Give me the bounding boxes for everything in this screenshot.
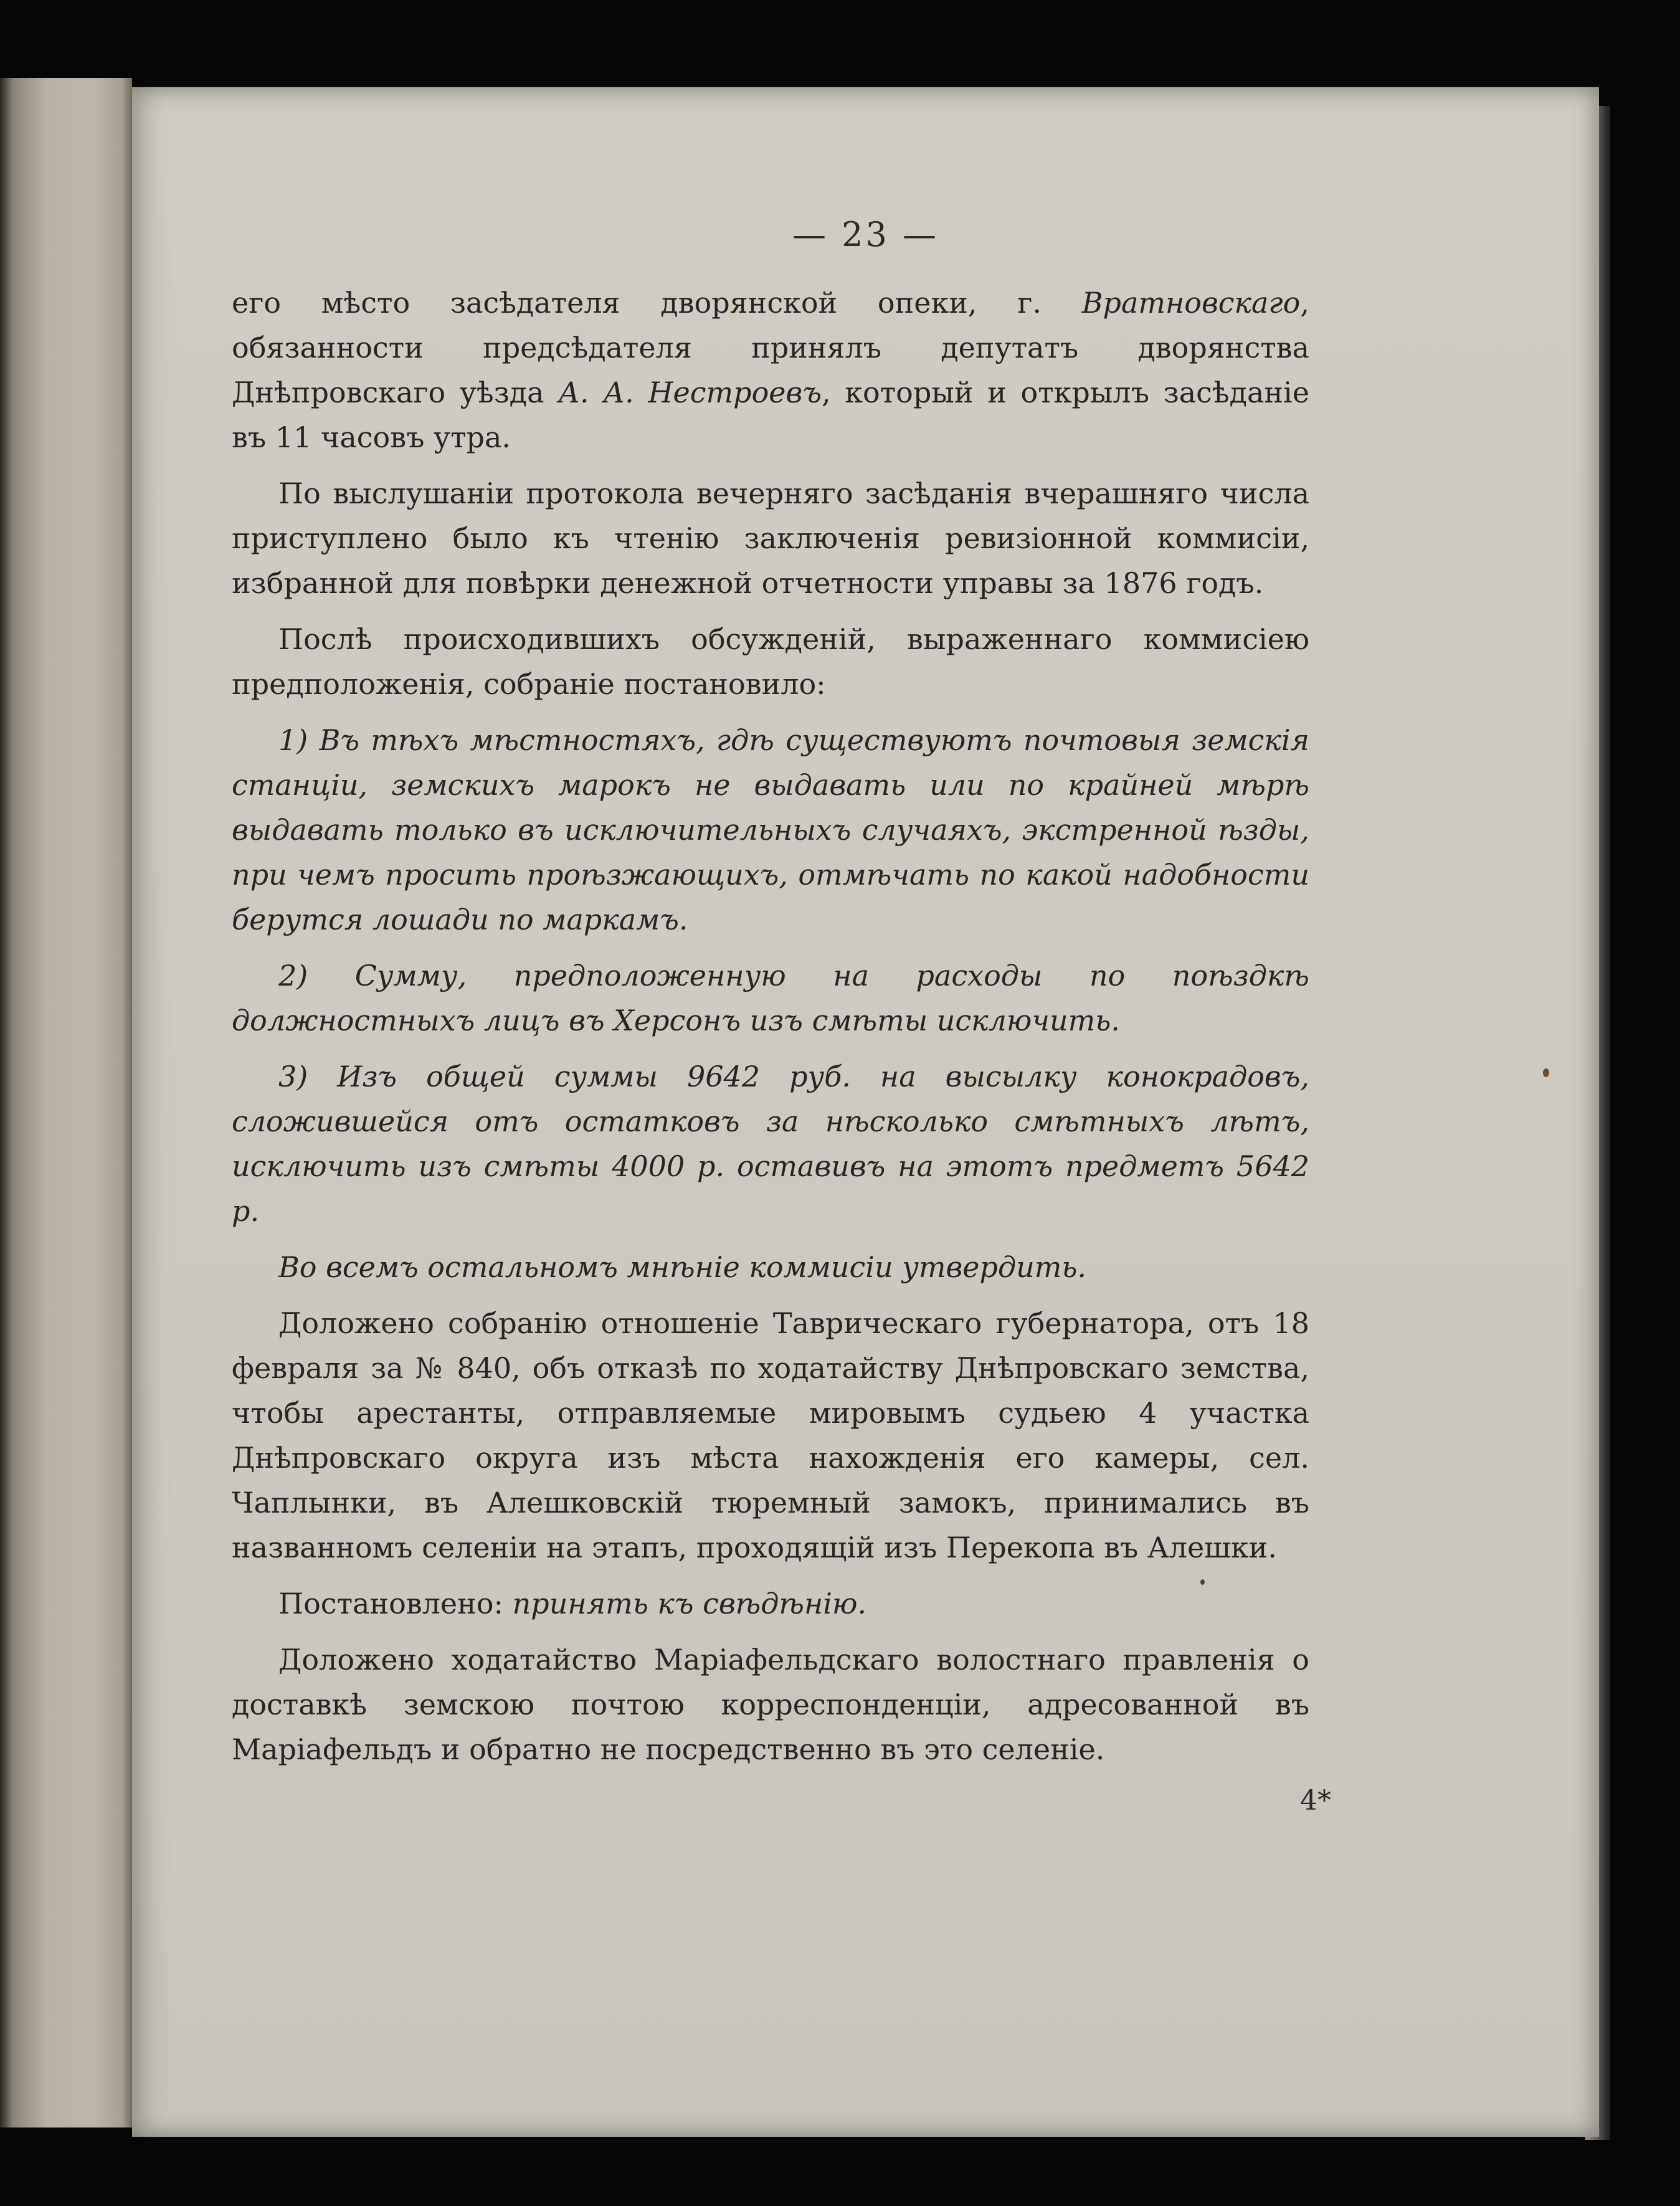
paper-speck — [1200, 1579, 1205, 1585]
paragraph — [232, 1054, 1309, 1234]
paragraph — [232, 718, 1309, 942]
italic-text-run: 2) Сумму, предположенную на расходы по поѣздкѣ должностныхъ лицъ въ Херсонъ изъ смѣты исключить. — [232, 959, 1309, 1037]
italic-text-run: 1) Въ тѣхъ мѣстностяхъ, гдѣ существуютъ почтовыя земскія станціи, земскихъ марокъ не выдавать или по крайней мѣрѣ выдавать только въ исключительныхъ случаяхъ, экстренной ѣзды, при чемъ просить проѣзжающихъ, отмѣчать по какой надобности берутся лошади по маркамъ. — [232, 723, 1309, 936]
text-run: , который и открылъ засѣданіе въ 11 часовъ утра. — [232, 376, 1309, 454]
paragraph — [232, 1301, 1309, 1570]
text-run: Постановлено: — [278, 1587, 513, 1620]
italic-text-run: Во всемъ остальномъ мнѣніе коммисіи утвердить. — [278, 1250, 1087, 1284]
paragraph — [232, 953, 1309, 1043]
page-number: — 23 — — [792, 215, 939, 254]
text-run: Доложено собранію отношеніе Таврическаго губернатора, отъ 18 февраля за № 840, объ отказѣ по ходатайству Днѣпровскаго земства, чтобы арестанты, отправляемые мировымъ судьею 4 участка Днѣпровскаго округа изъ мѣста нахожденія его камеры, сел. Чаплынки, въ Алешковскій тюремный замокъ, принимались въ названномъ селеніи на этапъ, проходящій изъ Перекопа въ Алешки. — [232, 1306, 1309, 1564]
paragraph — [232, 617, 1309, 706]
paragraph — [232, 1245, 1309, 1290]
signature-mark: 4* — [1300, 1785, 1331, 1817]
previous-page-edge — [0, 78, 132, 2128]
paragraph — [232, 280, 1309, 460]
italic-text-run: 3) Изъ общей суммы 9642 руб. на высылку конокрадовъ, сложившейся отъ остатковъ за нѣсколько смѣтныхъ лѣтъ, исключить изъ смѣты 4000 р. оставивъ на этотъ предметъ 5642 р. — [232, 1060, 1309, 1228]
text-run: Послѣ происходившихъ обсужденій, выраженнаго коммисіею предположенія, собраніе постановило: — [232, 622, 1309, 701]
paper-speck — [1543, 1068, 1549, 1077]
text-run: Доложено ходатайство Маріафельдскаго волостнаго правленія о доставкѣ земскою почтою корреспонденціи, адресованной въ Маріафельдъ и обратно не посредственно въ это селеніе. — [232, 1643, 1309, 1766]
italic-text-run: А. А. Нестроевъ — [558, 376, 822, 409]
paragraph — [232, 1637, 1309, 1772]
page-body-text — [232, 280, 1309, 1783]
italic-text-run: принять къ свѣдѣнію. — [512, 1587, 867, 1620]
paragraph — [232, 1581, 1309, 1626]
italic-text-run: Вратновскаго — [1081, 286, 1301, 320]
text-run: его мѣсто засѣдателя дворянской опеки, г. — [232, 286, 1082, 320]
paragraph — [232, 471, 1309, 606]
text-run: , обязанности предсѣдателя принялъ депутатъ дворянства Днѣпровскаго уѣзда — [232, 286, 1309, 409]
text-run: По выслушаніи протокола вечерняго засѣданія вчерашняго числа приступлено было къ чтенію заключенія ревизіонной коммисіи, избранной для повѣрки денежной отчетности управы за 1876 годъ. — [232, 477, 1309, 600]
book-page — [132, 87, 1599, 2137]
